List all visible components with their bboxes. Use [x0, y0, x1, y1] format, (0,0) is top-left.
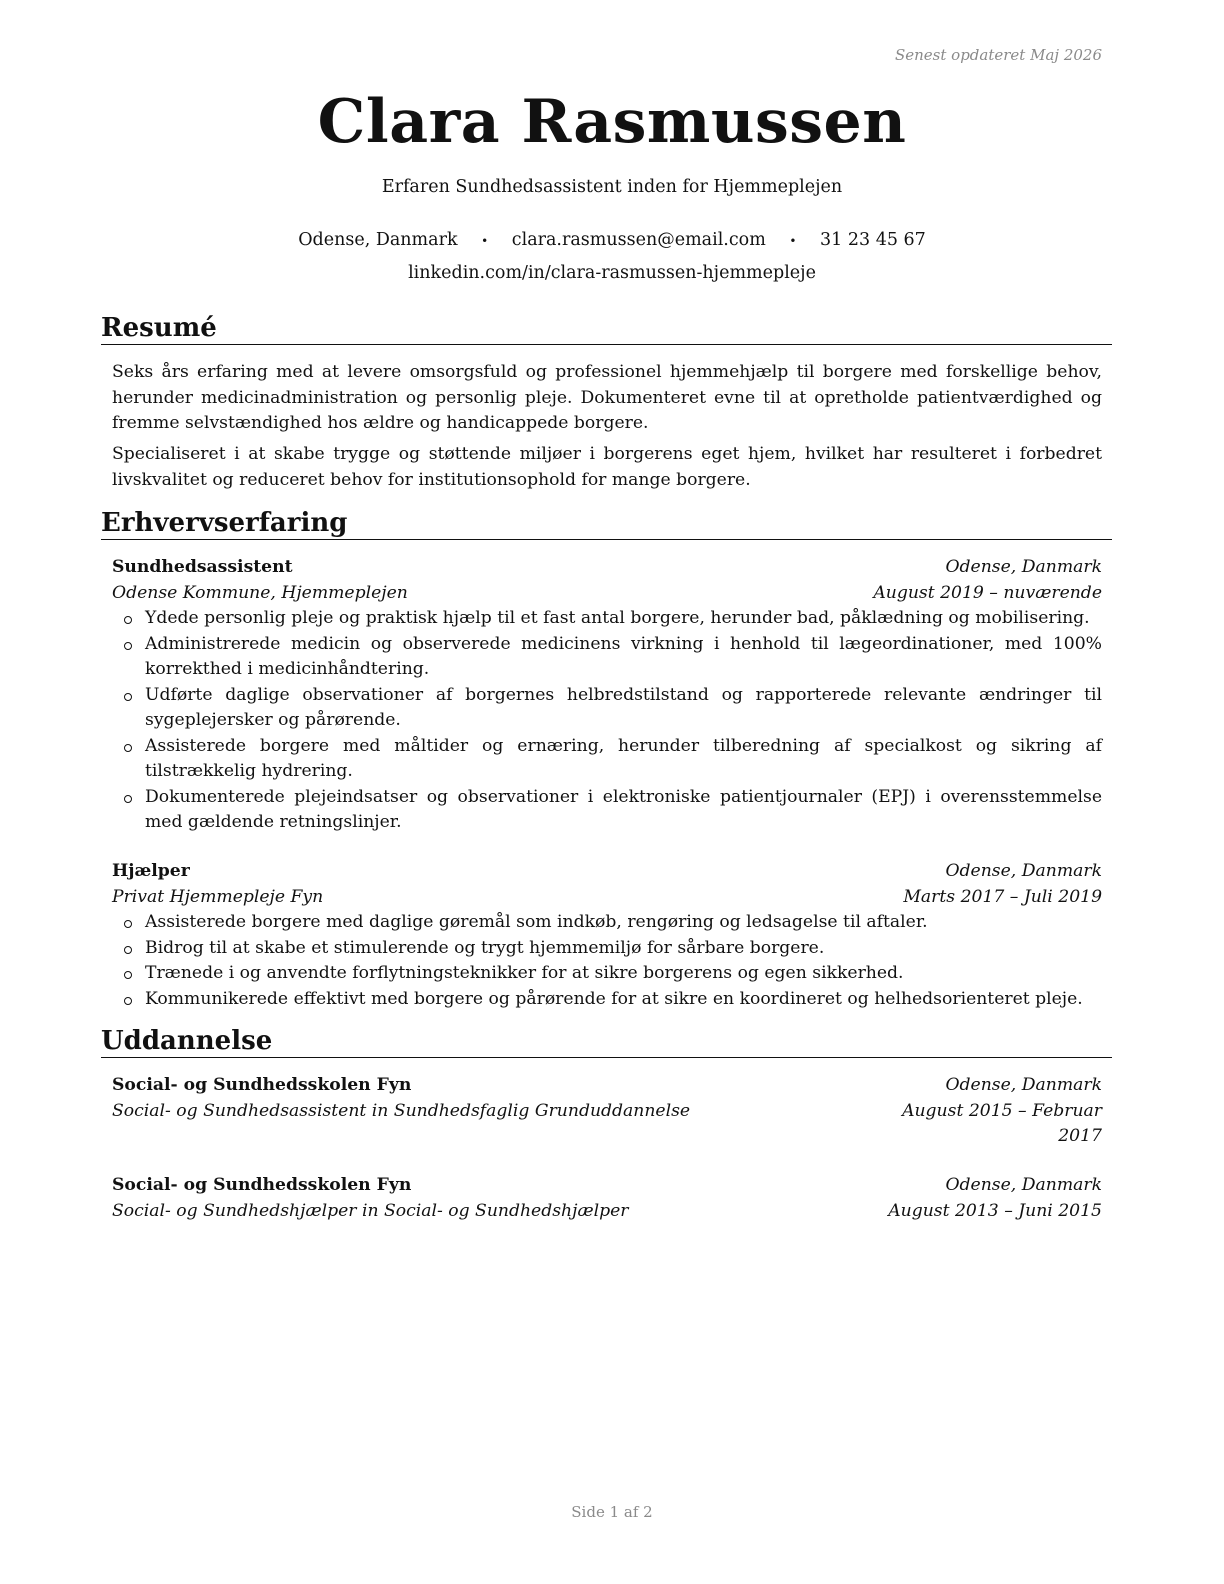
list-item: Udførte daglige observationer af borgernes helbredstilstand og rapporterede relevante ændringer til sygeplejersker og pårørende.	[112, 683, 1102, 734]
education-location: Odense, Danmark	[945, 1175, 1102, 1195]
job-entry	[112, 859, 1102, 1012]
job-bullets	[112, 606, 1102, 836]
summary-paragraph: Specialiseret i at skabe trygge og støttende miljøer i borgerens eget hjem, hvilket har resulteret i forbedret livskvalitet og reduceret behov for institutionsophold for mange borgere.	[112, 444, 1102, 490]
education-dates: August 2015 – Februar 2017	[902, 1100, 1102, 1146]
contact-linkedin[interactable]: linkedin.com/in/clara-rasmussen-hjemmepleje	[408, 263, 816, 283]
contact-email[interactable]: clara.rasmussen@email.com	[511, 230, 766, 250]
education-school: Social- og Sundhedsskolen Fyn	[112, 1175, 412, 1195]
education-degree: Social- og Sundhedshjælper in Social- og Sundhedshjælper	[112, 1200, 629, 1221]
job-dates: August 2019 – nuværende	[873, 582, 1102, 603]
last-updated: Senest opdateret Maj 2026	[894, 46, 1102, 64]
list-item: Assisterede borgere med daglige gøremål som indkøb, rengøring og ledsagelse til aftaler.	[112, 910, 1102, 936]
list-item: Dokumenterede plejeindsatser og observationer i elektroniske patientjournaler (EPJ) i overensstemmelse med gældende retningslinjer.	[112, 785, 1102, 836]
contact-line	[0, 229, 1224, 252]
list-item: Bidrog til at skabe et stimulerende og trygt hjemmemiljø for sårbare borgere.	[112, 936, 1102, 962]
education-degree: Social- og Sundhedsassistent in Sundhedsfaglig Grunduddannelse	[112, 1100, 691, 1121]
summary-paragraph: Seks års erfaring med at levere omsorgsfuld og professionel hjemmehjælp til borgere med forskellige behov, herunder medicinadministration og personlig pleje. Dokumenteret evne til at opretholde patientværdighed og fremme selvstændighed hos ældre og handicappede borgere.	[112, 362, 1102, 433]
headline: Erfaren Sundhedsassistent inden for Hjemmeplejen	[381, 177, 843, 197]
job-employer: Odense Kommune, Hjemmeplejen	[112, 582, 408, 603]
education-entry	[112, 1073, 1102, 1150]
contact-location: Odense, Danmark	[298, 230, 458, 250]
job-bullets	[112, 910, 1102, 1012]
list-item: Administrerede medicin og observerede medicinens virkning i henhold til lægeordinationer, med 100% korrekthed i medicinhåndtering.	[112, 632, 1102, 683]
separator-dot: •	[789, 233, 797, 248]
job-entry	[112, 555, 1102, 836]
section-title-education: Uddannelse	[101, 1026, 1112, 1058]
job-role: Hjælper	[112, 861, 190, 881]
page-number: Side 1 af 2	[571, 1503, 653, 1521]
education-entry	[112, 1173, 1102, 1224]
job-dates: Marts 2017 – Juli 2019	[903, 886, 1102, 907]
list-item: Trænede i og anvendte forflytningsteknikker for at sikre borgerens og egen sikkerhed.	[112, 961, 1102, 987]
list-item: Ydede personlig pleje og praktisk hjælp til et fast antal borgere, herunder bad, påklædning og mobilisering.	[112, 606, 1102, 632]
section-title-experience: Erhvervserfaring	[101, 508, 1112, 540]
education-location: Odense, Danmark	[945, 1075, 1102, 1095]
job-employer: Privat Hjemmepleje Fyn	[112, 886, 324, 907]
contact-phone[interactable]: 31 23 45 67	[820, 230, 926, 250]
list-item: Assisterede borgere med måltider og ernæring, herunder tilberedning af specialkost og sikring af tilstrækkelig hydrering.	[112, 734, 1102, 785]
candidate-name: Clara Rasmussen	[317, 87, 907, 157]
separator-dot: •	[481, 233, 489, 248]
job-location: Odense, Danmark	[945, 557, 1102, 577]
list-item: Kommunikerede effektivt med borgere og pårørende for at sikre en koordineret og helhedsorienteret pleje.	[112, 987, 1102, 1013]
section-title-summary: Resumé	[101, 313, 1112, 345]
education-school: Social- og Sundhedsskolen Fyn	[112, 1075, 412, 1095]
job-role: Sundhedsassistent	[112, 557, 293, 577]
education-dates: August 2013 – Juni 2015	[888, 1200, 1102, 1221]
job-location: Odense, Danmark	[945, 861, 1102, 881]
